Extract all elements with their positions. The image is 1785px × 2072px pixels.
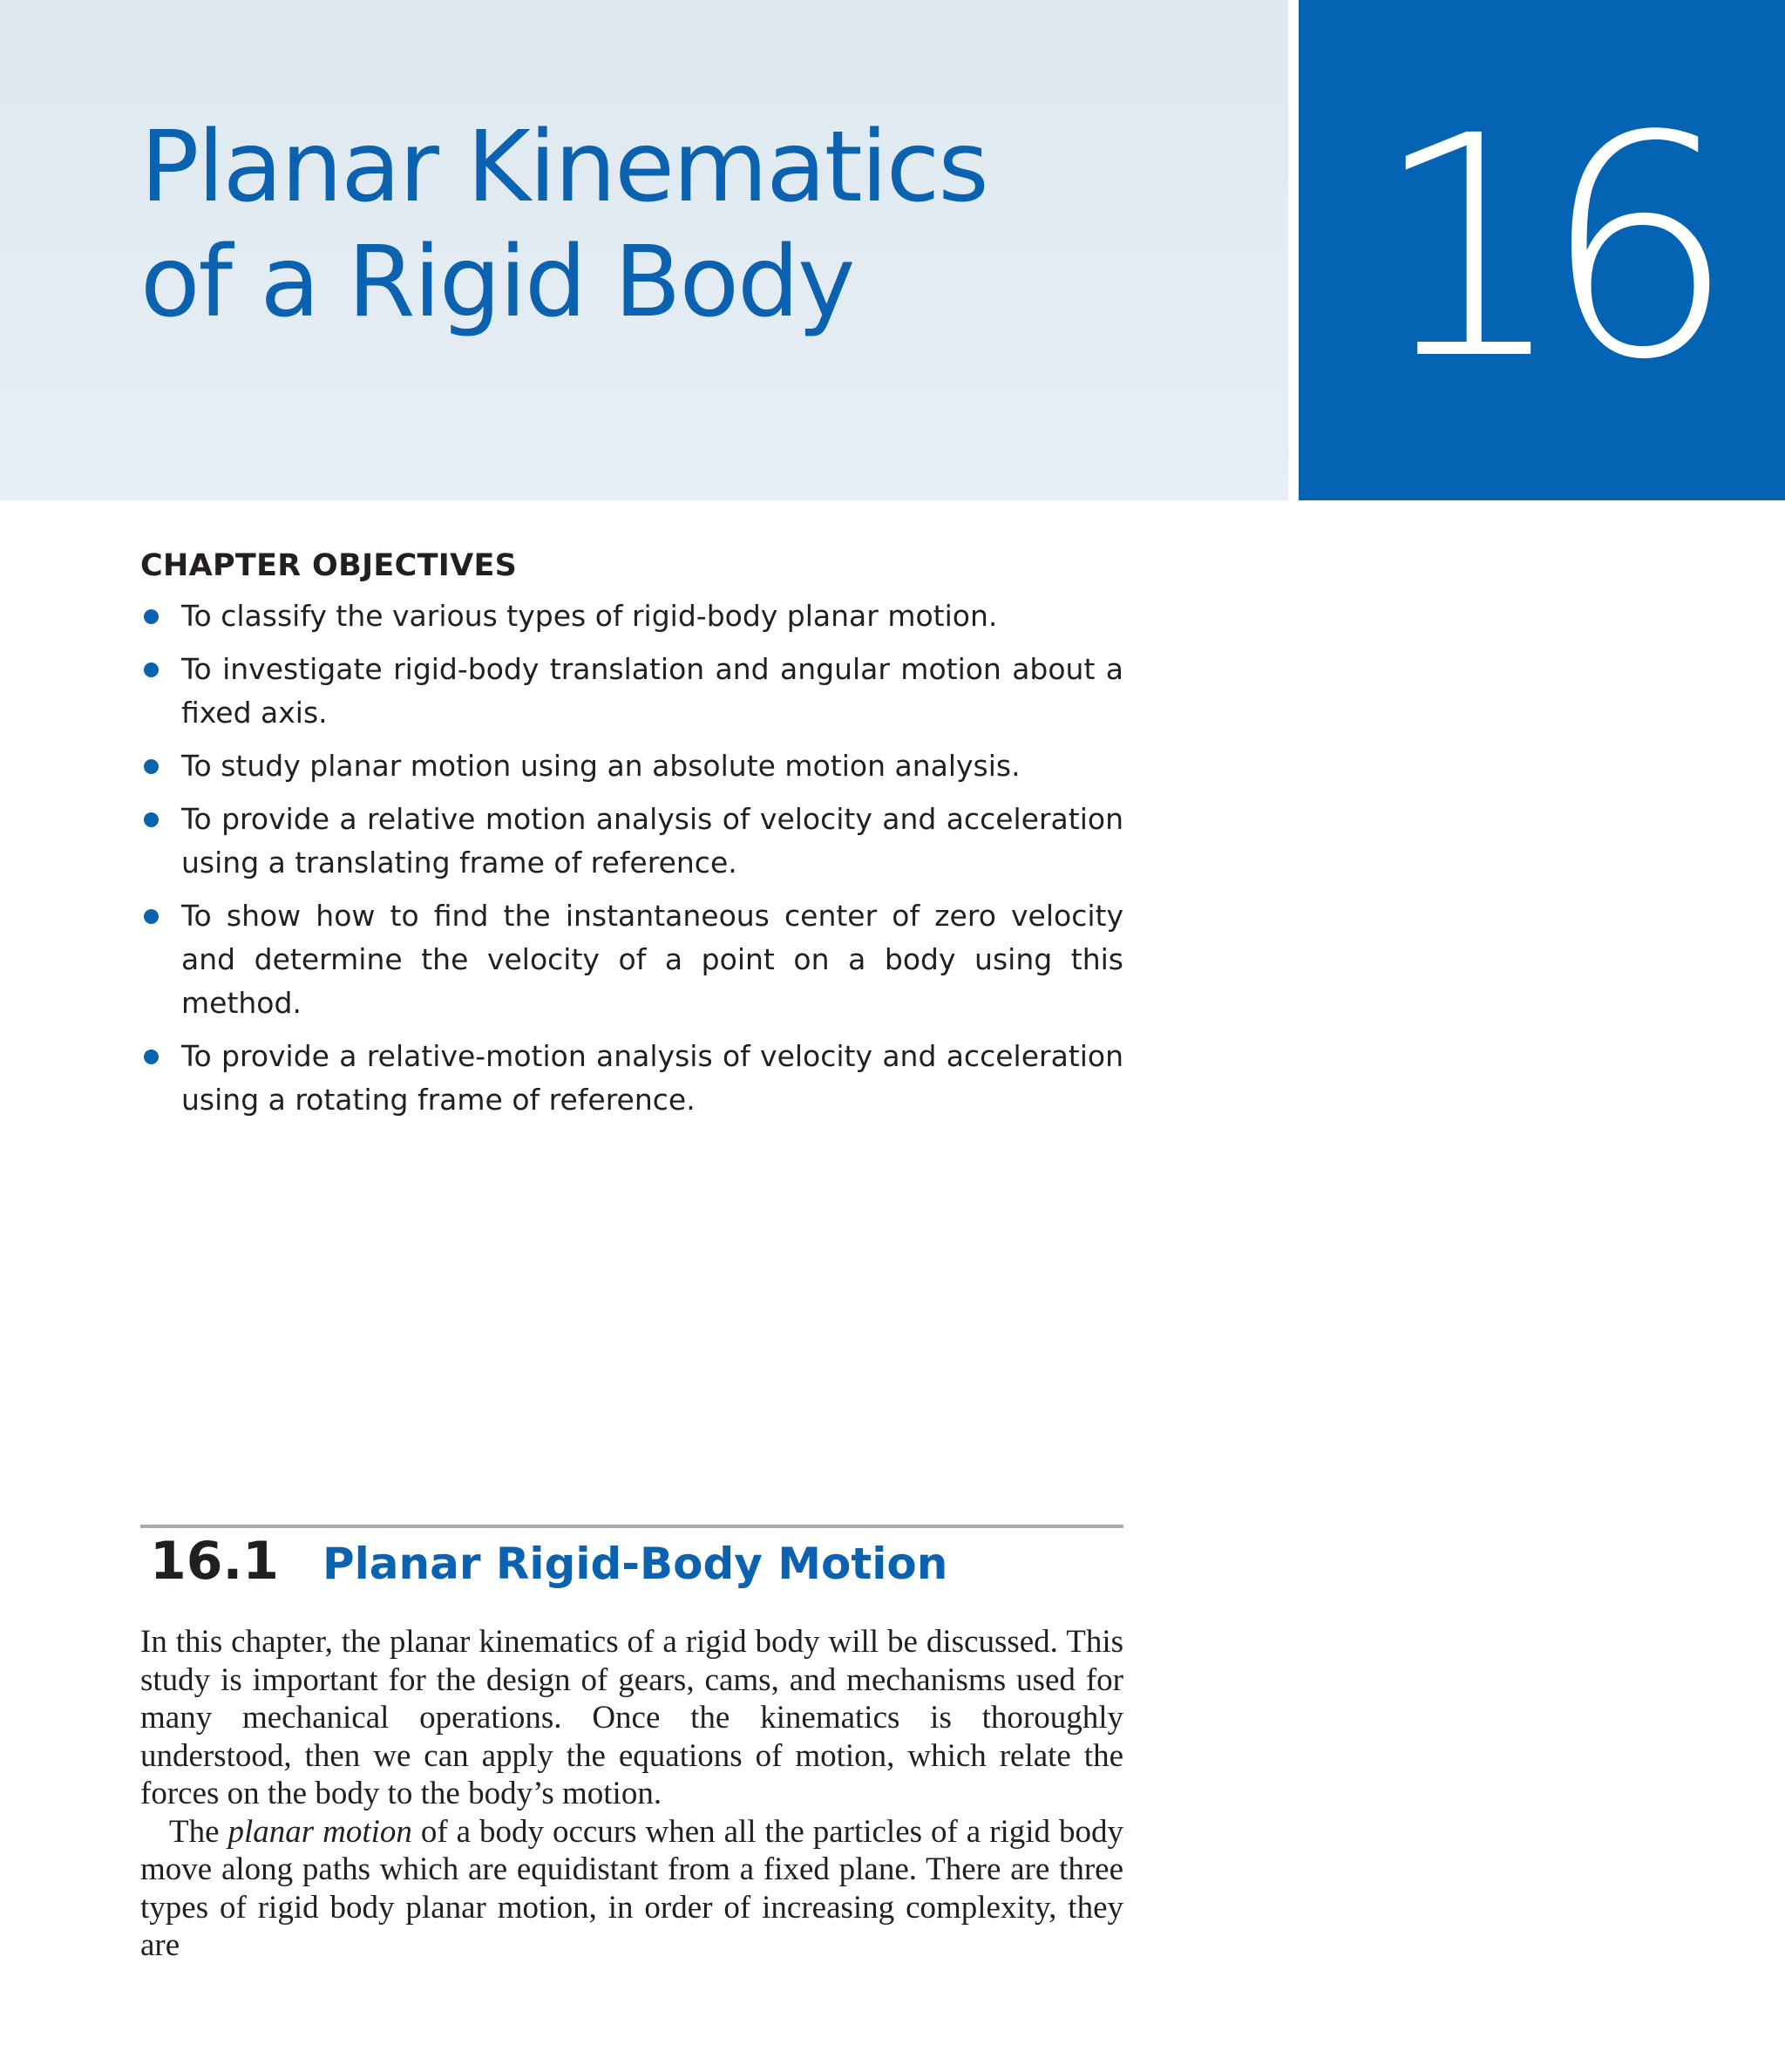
chapter-header-band (0, 0, 1288, 500)
header-divider (1288, 0, 1299, 500)
objective-item (140, 594, 1123, 638)
paragraph (140, 1813, 1123, 1965)
objective-item (140, 798, 1123, 885)
paragraph: In this chapter, the planar kinematics of a rigid body will be discussed. This study is important for the design of gears, cams, and mechanisms used for many mechanical operations. Once the kinematics is thoroughly understood, then we can apply the equations of motion, which relate the forces on the body to the body’s motion. (140, 1624, 1123, 1811)
section-title: Planar Rigid-Body Motion (322, 1539, 948, 1589)
section-number: 16.1 (150, 1531, 280, 1592)
chapter-objectives (140, 544, 1123, 1131)
bullet-icon (144, 909, 159, 924)
emphasized-term: planar motion (227, 1813, 412, 1850)
objective-text: To classify the various types of rigid-body planar motion. (181, 599, 998, 633)
objective-text: To investigate rigid-body translation and angular motion about a fixed axis. (181, 652, 1123, 730)
section-heading (150, 1531, 947, 1592)
section-divider (140, 1525, 1123, 1528)
bullet-icon (144, 609, 159, 624)
objective-item (140, 744, 1123, 788)
objectives-list (140, 594, 1123, 1122)
objective-text: To provide a relative motion analysis of velocity and acceleration using a translating frame of reference. (181, 802, 1123, 880)
bullet-icon (144, 759, 159, 774)
paragraph-text: The (169, 1813, 228, 1850)
chapter-title (140, 110, 988, 340)
chapter-title-line-2: of a Rigid Body (140, 226, 854, 339)
chapter-number-block (1299, 0, 1785, 500)
objective-item (140, 894, 1123, 1025)
chapter-number: 16 (1372, 71, 1712, 426)
objective-item (140, 1035, 1123, 1122)
body-text (140, 1623, 1123, 1965)
paragraph-text: of a body occurs when all the particles of a rigid body move along paths which are equidistant from a fixed plane. There are three types of rigid body planar motion, in order of increasing complexity, they are (140, 1813, 1123, 1963)
objective-text: To study planar motion using an absolute motion analysis. (181, 749, 1021, 783)
bullet-icon (144, 662, 159, 677)
objective-text: To show how to find the instantaneous center of zero velocity and determine the velocity of a point on a body using this method. (181, 899, 1123, 1020)
bullet-icon (144, 812, 159, 827)
objectives-heading: CHAPTER OBJECTIVES (140, 548, 518, 583)
objective-item (140, 648, 1123, 735)
bullet-icon (144, 1050, 159, 1064)
objective-text: To provide a relative-motion analysis of velocity and acceleration using a rotating frame of reference. (181, 1039, 1123, 1117)
chapter-title-line-1: Planar Kinematics (140, 111, 988, 224)
